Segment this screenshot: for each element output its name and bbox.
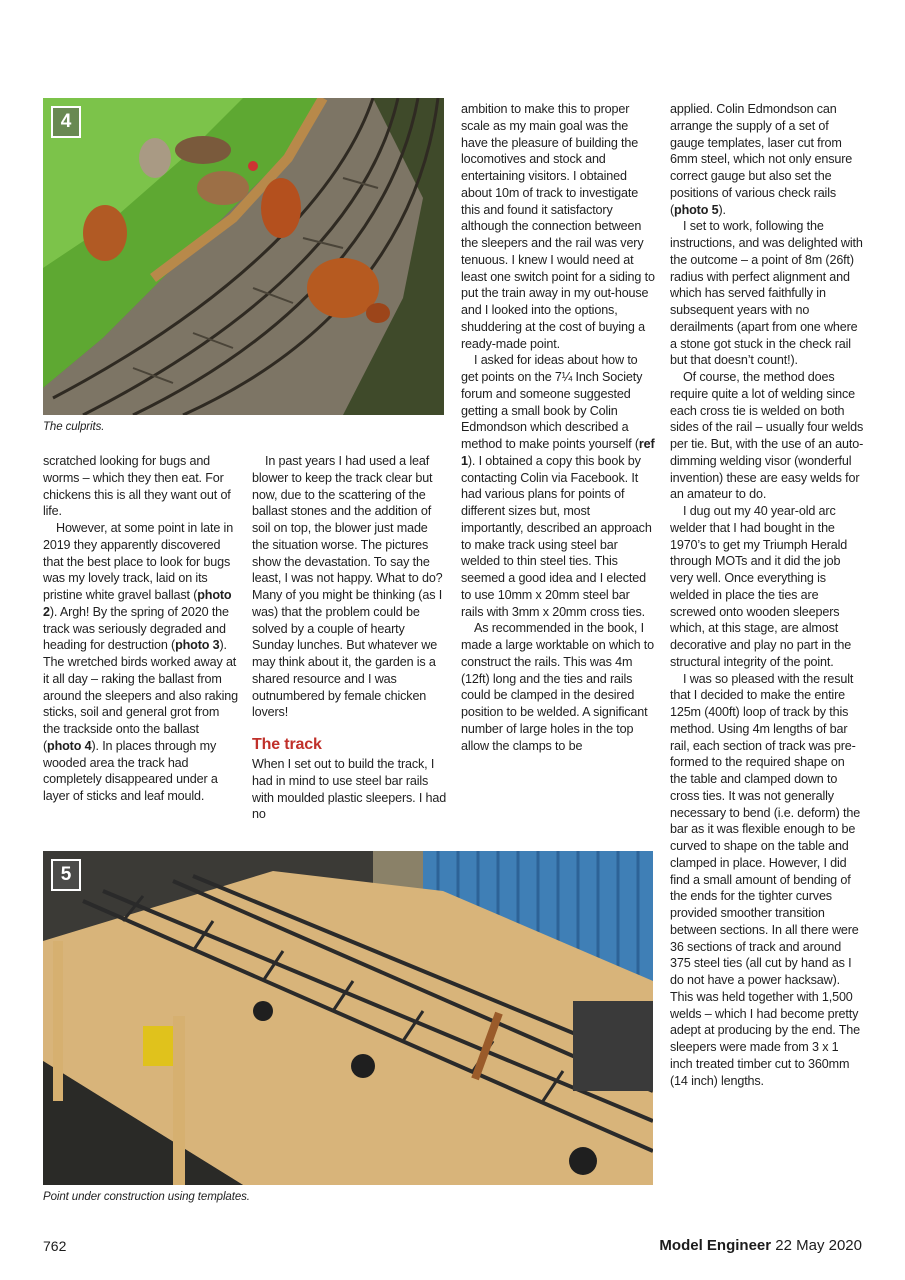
footer-publication — [659, 1237, 862, 1254]
text-run: applied. Colin Edmondson can arrange the supply of a set of gauge templates, laser cut from 6mm steel, which not only ensure correct gauge but also set the positions of various check rails ( — [670, 102, 853, 217]
article-column-1 — [43, 453, 238, 805]
text-run: I dug out my 40 year-old arc welder that I had bought in the 1970’s to get my Triumph Herald through MOTs and it did the job very well. Once everything is welded in place the ties are screwed onto wooden sleepers which, at this stage, are almost decorative and play no part in the structural integrity of the point. — [670, 504, 852, 669]
text-run: ). Argh! By the spring of 2020 the track was seriously degraded and heading for destruction ( — [43, 604, 229, 653]
text-run: I set to work, following the instructions, and was delighted with the outcome – a point of 8m (26ft) radius with perfect alignment and which has served faithfully in subsequent years with no derailments (apart from one where a stone got stuck in the check rail but that doesn’t count!). — [670, 219, 863, 368]
photo-5 — [43, 851, 653, 1185]
paragraph: When I set out to build the track, I had in mind to use steel bar rails with moulded plastic sleepers. I had no — [252, 757, 447, 822]
photo-reference: ref 1 — [461, 437, 655, 468]
text-run: ). — [718, 202, 726, 217]
article-column-3 — [461, 101, 655, 754]
photo-number-badge: 5 — [51, 859, 81, 891]
paragraph — [43, 520, 238, 805]
photo-reference: photo 2 — [43, 588, 232, 619]
paragraph — [670, 369, 864, 503]
paragraph — [461, 620, 655, 754]
photo-4 — [43, 98, 444, 415]
photo-reference: photo 5 — [674, 202, 719, 217]
paragraph — [461, 101, 655, 352]
photo-reference: photo 4 — [47, 738, 92, 753]
text-run: However, at some point in late in 2019 they apparently discovered that the best place to look for bugs was my lovely track, laid on its pristine white gravel ballast ( — [43, 521, 234, 602]
text-run: As recommended in the book, I made a large worktable on which to construct the rails. This was 4m (12ft) long and the ties and rails could be clamped in the desired position to be welded. A significant number of large holes in the top allow the clamps to be — [461, 621, 655, 753]
paragraph — [670, 671, 864, 1090]
photo-4-caption: The culprits. — [43, 421, 105, 433]
text-run: I was so pleased with the result that I decided to make the entire 125m (400ft) loop of track by this method. Using 4m lengths of bar rail, each section of track was pre-formed to the required shape on the table and clamped down to cross ties. It was not generally necessary to bend (i.e. deform) the bar as it was flexible enough to be curved to shape on the table and clamped in place. However, I did find a small amount of bending of the ends for the tighter curves provided smoother transition between sections. In all there were 36 sections of track and around 375 steel ties (all cut by hand as I do not have a power hacksaw). This was held together with 1,500 welds – which I had become pretty adept at producing by the end. The sleepers were made from 3 x 1 inch treated timber cut to 360mm (14 inch) lengths. — [670, 671, 861, 1088]
paragraph — [43, 453, 238, 520]
text-run: ambition to make this to proper scale as my main goal was the have the pleasure of building the locomotives and stock and entertaining visitors. I obtained about 10m of track to investigate this and found it satisfactory although the connection between the sleepers and the rail was very tenuous. I knew I would need at least one switch point for a siding to put the train away in my out-house and I looked into the options, shuddering at the cost of buying a ready-made point. — [461, 102, 655, 351]
paragraph — [670, 218, 864, 369]
article-column-4 — [670, 101, 864, 1089]
text-run: I asked for ideas about how to get points on the 7¼ Inch Society forum and someone suggested getting a small book by Colin Edmondson which described a method to make points yourself ( — [461, 353, 643, 451]
magazine-title: Model Engineer — [659, 1237, 772, 1254]
article-column-2 — [252, 453, 448, 823]
photo-reference: photo 3 — [175, 638, 220, 653]
text-run: ). In places through my wooded area the track had completely disappeared under a layer of sticks and leaf mould. — [43, 738, 218, 803]
section-heading: The track — [252, 736, 322, 753]
paragraph — [670, 503, 864, 671]
text-run: Of course, the method does require quite a lot of welding since each cross tie is welded on both sides of the rail – usually four welds per tie. But, with the use of an auto-dimming welding visor (wonderful invention) these are easy welds for an amateur to do. — [670, 370, 864, 502]
page-number: 762 — [43, 1238, 67, 1254]
workbench-point-photo — [43, 851, 653, 1185]
paragraph — [670, 101, 864, 218]
paragraph — [461, 352, 655, 620]
chickens-on-track-photo — [43, 98, 444, 415]
text-run: ). The wretched birds worked away at it all day – raking the ballast from around the sleepers and also raking sticks, soil and general grot from the trackside onto the ballast ( — [43, 638, 238, 753]
photo-number-badge: 4 — [51, 106, 81, 138]
paragraph: In past years I had used a leaf blower to keep the track clear but now, due to the scattering of the ballast stones and the addition of soil on top, the blower just made the situation worse. The pictures show the devastation. To say the least, I was not happy. What to do? Many of you might be thinking (as I was) that the problem could be solved by a couple of hearty Sunday lunches. But whatever we may think about it, the garden is a shared resource and I was outnumbered by female chicken lovers! — [252, 454, 443, 720]
text-run: ). I obtained a copy this book by contacting Colin via Facebook. It had various plans for points of different sizes but, most importantly, described an approach to make track using steel bar welded to thin steel ties. This seemed a good idea and I elected to use 10mm x 20mm steel bar rails with 3mm x 20mm cross ties. — [461, 453, 652, 619]
photo-5-caption: Point under construction using templates. — [43, 1191, 250, 1203]
text-run: scratched looking for bugs and worms – which they then eat. For chickens this is all they want out of life. — [43, 454, 231, 519]
issue-date: 22 May 2020 — [775, 1237, 862, 1254]
